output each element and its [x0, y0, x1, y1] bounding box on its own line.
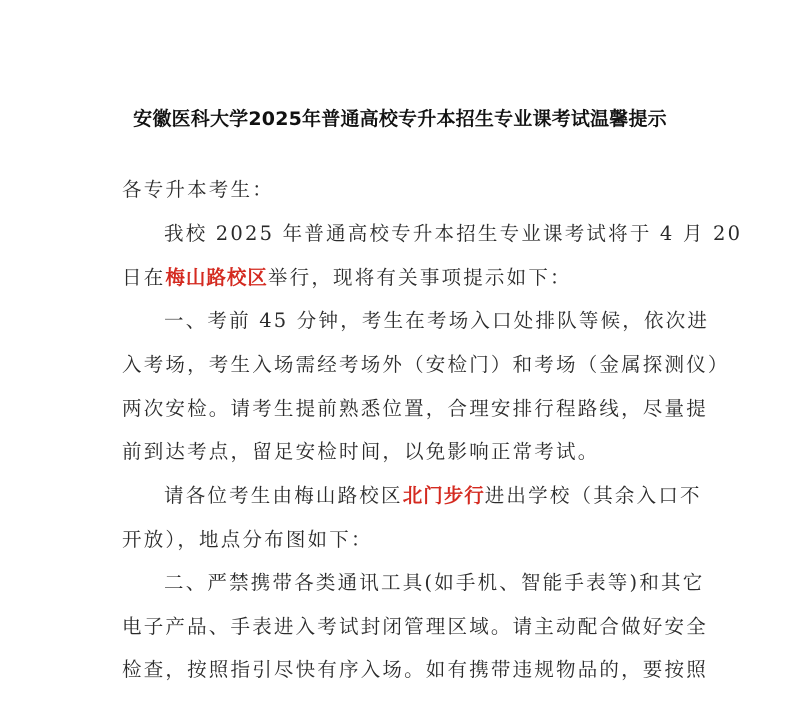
document-title: 安徽医科大学2025年普通高校专升本招生专业课考试温馨提示 [133, 108, 667, 130]
p1-line1: 我校 2025 年普通高校专升本招生专业课考试将于 4 月 20 [164, 222, 743, 245]
p3-line1-pre: 请各位考生由梅山路校区 [164, 484, 403, 507]
salutation: 各专升本考生： [122, 178, 274, 201]
p1-line2-post: 举行，现将有关事项提示如下： [267, 266, 572, 289]
p1-line2 [122, 266, 682, 290]
north-gate-highlight: 北门步行 [402, 484, 485, 507]
p3-line2: 开放），地点分布图如下： [122, 528, 373, 551]
p4-line1: 二、严禁携带各类通讯工具(如手机、智能手表等)和其它 [164, 571, 705, 594]
p4-line2: 电子产品、手表进入考试封闭管理区域。请主动配合做好安全 [122, 615, 708, 638]
p4-line3: 检查，按照指引尽快有序入场。如有携带违规物品的，要按照 [122, 658, 708, 681]
p3-line1-post: 进出学校（其余入口不 [484, 484, 702, 507]
p2-line4: 前到达考点，留足安检时间，以免影响正常考试。 [122, 440, 600, 463]
p2-line1: 一、考前 45 分钟，考生在考场入口处排队等候，依次进 [164, 309, 710, 332]
p2-line2: 入考场，考生入场需经考场外（安检门）和考场（金属探测仪） [122, 353, 730, 376]
p1-line2-pre: 日在 [122, 266, 166, 289]
p2-line3: 两次安检。请考生提前熟悉位置，合理安排行程路线，尽量提 [122, 397, 708, 420]
p3-line1 [164, 484, 702, 508]
campus-highlight: 梅山路校区 [165, 266, 268, 289]
